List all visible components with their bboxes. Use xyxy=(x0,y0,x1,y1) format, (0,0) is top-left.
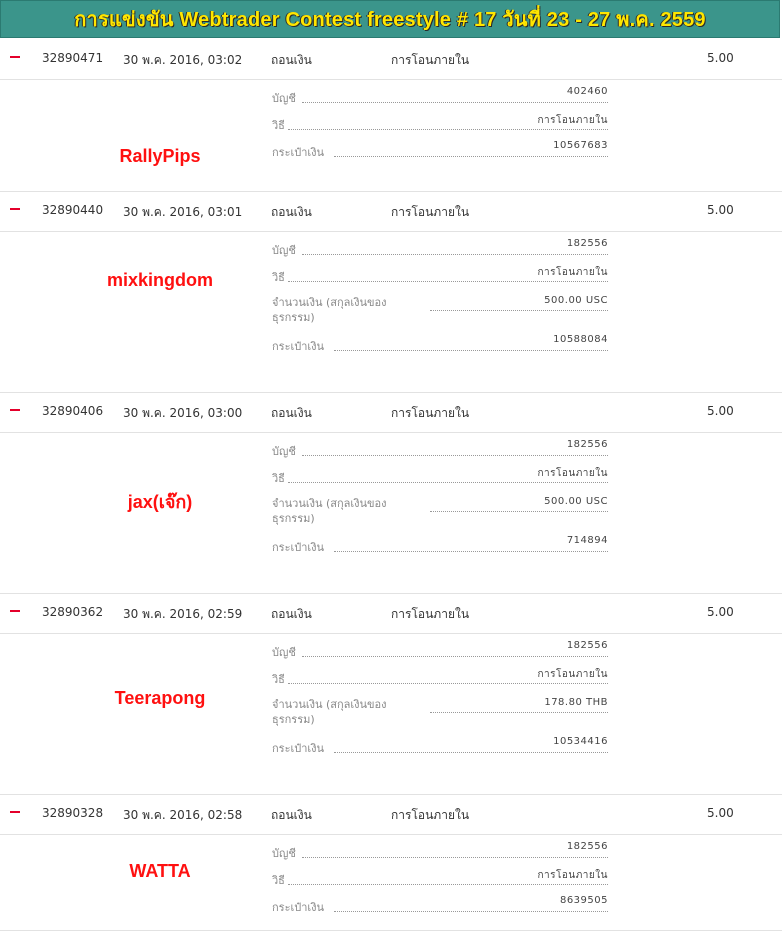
detail-value: 10567683 xyxy=(553,140,608,151)
detail-label: วิธี xyxy=(272,874,285,887)
detail-label: จำนวนเงิน (สกุลเงินของธุรกรรม) xyxy=(272,497,387,525)
detail-label: กระเป๋าเงิน xyxy=(272,146,325,159)
detail-value: การโอนภายใน xyxy=(537,468,608,479)
dotted-leader xyxy=(430,712,608,713)
transaction-id: 32890362 xyxy=(42,605,104,619)
detail-field xyxy=(272,295,608,325)
transaction-type: ถอนเงิน xyxy=(271,53,312,67)
dotted-leader xyxy=(302,254,608,255)
dotted-leader xyxy=(334,156,608,157)
collapse-minus-icon[interactable] xyxy=(10,409,20,411)
detail-field xyxy=(272,496,608,526)
detail-label: บัญชี xyxy=(272,92,296,105)
detail-value: 10534416 xyxy=(553,736,608,747)
detail-field xyxy=(272,140,608,159)
transaction-details xyxy=(0,433,782,594)
transaction-amount: 5.00 xyxy=(707,51,734,65)
transaction-row[interactable] xyxy=(0,593,782,634)
detail-value: 500.00 USC xyxy=(544,295,608,306)
detail-value: 182556 xyxy=(566,238,608,249)
transaction-row[interactable] xyxy=(0,191,782,232)
detail-label: จำนวนเงิน (สกุลเงินของธุรกรรม) xyxy=(272,698,387,726)
detail-field xyxy=(272,469,608,485)
detail-value: การโอนภายใน xyxy=(537,115,608,126)
detail-field xyxy=(272,268,608,284)
transaction-details xyxy=(0,634,782,795)
contestant-nickname: mixkingdom xyxy=(106,270,213,290)
detail-value: 182556 xyxy=(566,640,608,651)
contest-banner xyxy=(0,0,780,38)
transaction-amount: 5.00 xyxy=(707,806,734,820)
detail-field xyxy=(272,697,608,727)
detail-field xyxy=(272,116,608,132)
detail-value: 178.80 THB xyxy=(544,697,608,708)
transaction-method: การโอนภายใน xyxy=(391,607,470,621)
transaction-details xyxy=(0,232,782,393)
dotted-leader xyxy=(334,350,608,351)
transaction-date: 30 พ.ค. 2016, 03:00 xyxy=(123,406,243,420)
detail-value: 402460 xyxy=(566,86,608,97)
detail-label: กระเป๋าเงิน xyxy=(272,901,325,914)
dotted-leader xyxy=(288,683,608,684)
transaction-date: 30 พ.ค. 2016, 03:01 xyxy=(123,205,243,219)
dotted-leader xyxy=(302,857,608,858)
dotted-leader xyxy=(302,102,608,103)
transaction-row[interactable] xyxy=(0,39,782,80)
contestant-nickname: Teerapong xyxy=(114,688,206,708)
detail-label: วิธี xyxy=(272,119,285,132)
detail-field xyxy=(272,439,608,458)
dotted-leader xyxy=(288,482,608,483)
transaction-method: การโอนภายใน xyxy=(391,205,470,219)
transaction-type: ถอนเงิน xyxy=(271,808,312,822)
detail-label: กระเป๋าเงิน xyxy=(272,742,325,755)
dotted-leader xyxy=(430,310,608,311)
contestant-nickname: jax(เจ๊ก) xyxy=(127,492,193,512)
transaction-type: ถอนเงิน xyxy=(271,406,312,420)
dotted-leader xyxy=(334,752,608,753)
transaction-id: 32890328 xyxy=(42,806,104,820)
transaction-date: 30 พ.ค. 2016, 02:59 xyxy=(123,607,243,621)
transaction-details xyxy=(0,835,782,931)
detail-field xyxy=(272,334,608,353)
transaction-id: 32890471 xyxy=(42,51,104,65)
detail-label: วิธี xyxy=(272,673,285,686)
detail-value: 8639505 xyxy=(559,895,608,906)
dotted-leader xyxy=(302,656,608,657)
transaction-date: 30 พ.ค. 2016, 03:02 xyxy=(123,53,243,67)
collapse-minus-icon[interactable] xyxy=(10,610,20,612)
detail-label: วิธี xyxy=(272,271,285,284)
contestant-nickname: WATTA xyxy=(129,861,191,881)
dotted-leader xyxy=(288,884,608,885)
detail-field xyxy=(272,736,608,755)
detail-field xyxy=(272,238,608,257)
detail-value: การโอนภายใน xyxy=(537,870,608,881)
detail-value: 714894 xyxy=(566,535,608,546)
transaction-method: การโอนภายใน xyxy=(391,808,470,822)
detail-label: กระเป๋าเงิน xyxy=(272,541,325,554)
dotted-leader xyxy=(288,129,608,130)
detail-label: บัญชี xyxy=(272,445,296,458)
collapse-minus-icon[interactable] xyxy=(10,811,20,813)
dotted-leader xyxy=(302,455,608,456)
dotted-leader xyxy=(430,511,608,512)
transaction-row[interactable] xyxy=(0,392,782,433)
collapse-minus-icon[interactable] xyxy=(10,56,20,58)
detail-field xyxy=(272,841,608,860)
banner-title: การแข่งขัน Webtrader Contest freestyle # 17 วันที่ 23 - 27 พ.ค. 2559 xyxy=(74,9,706,31)
dotted-leader xyxy=(288,281,608,282)
detail-label: กระเป๋าเงิน xyxy=(272,340,325,353)
detail-field xyxy=(272,670,608,686)
transaction-amount: 5.00 xyxy=(707,404,734,418)
collapse-minus-icon[interactable] xyxy=(10,208,20,210)
transaction-amount: 5.00 xyxy=(707,203,734,217)
transaction-id: 32890406 xyxy=(42,404,104,418)
detail-label: บัญชี xyxy=(272,847,296,860)
detail-label: บัญชี xyxy=(272,646,296,659)
transaction-type: ถอนเงิน xyxy=(271,607,312,621)
detail-field xyxy=(272,86,608,105)
dotted-leader xyxy=(334,551,608,552)
transaction-method: การโอนภายใน xyxy=(391,406,470,420)
contestant-nickname: RallyPips xyxy=(119,146,201,166)
detail-label: บัญชี xyxy=(272,244,296,257)
detail-value: การโอนภายใน xyxy=(537,669,608,680)
detail-field xyxy=(272,895,608,914)
dotted-leader xyxy=(334,911,608,912)
detail-field xyxy=(272,535,608,554)
detail-value: 182556 xyxy=(566,439,608,450)
detail-value: การโอนภายใน xyxy=(537,267,608,278)
detail-value: 500.00 USC xyxy=(544,496,608,507)
detail-field xyxy=(272,640,608,659)
transaction-amount: 5.00 xyxy=(707,605,734,619)
transaction-details xyxy=(0,80,782,192)
detail-value: 10588084 xyxy=(553,334,608,345)
transaction-id: 32890440 xyxy=(42,203,104,217)
detail-value: 182556 xyxy=(566,841,608,852)
transaction-date: 30 พ.ค. 2016, 02:58 xyxy=(123,808,243,822)
transaction-type: ถอนเงิน xyxy=(271,205,312,219)
transaction-row[interactable] xyxy=(0,794,782,835)
transaction-method: การโอนภายใน xyxy=(391,53,470,67)
detail-label: วิธี xyxy=(272,472,285,485)
detail-field xyxy=(272,871,608,887)
detail-label: จำนวนเงิน (สกุลเงินของธุรกรรม) xyxy=(272,296,387,324)
